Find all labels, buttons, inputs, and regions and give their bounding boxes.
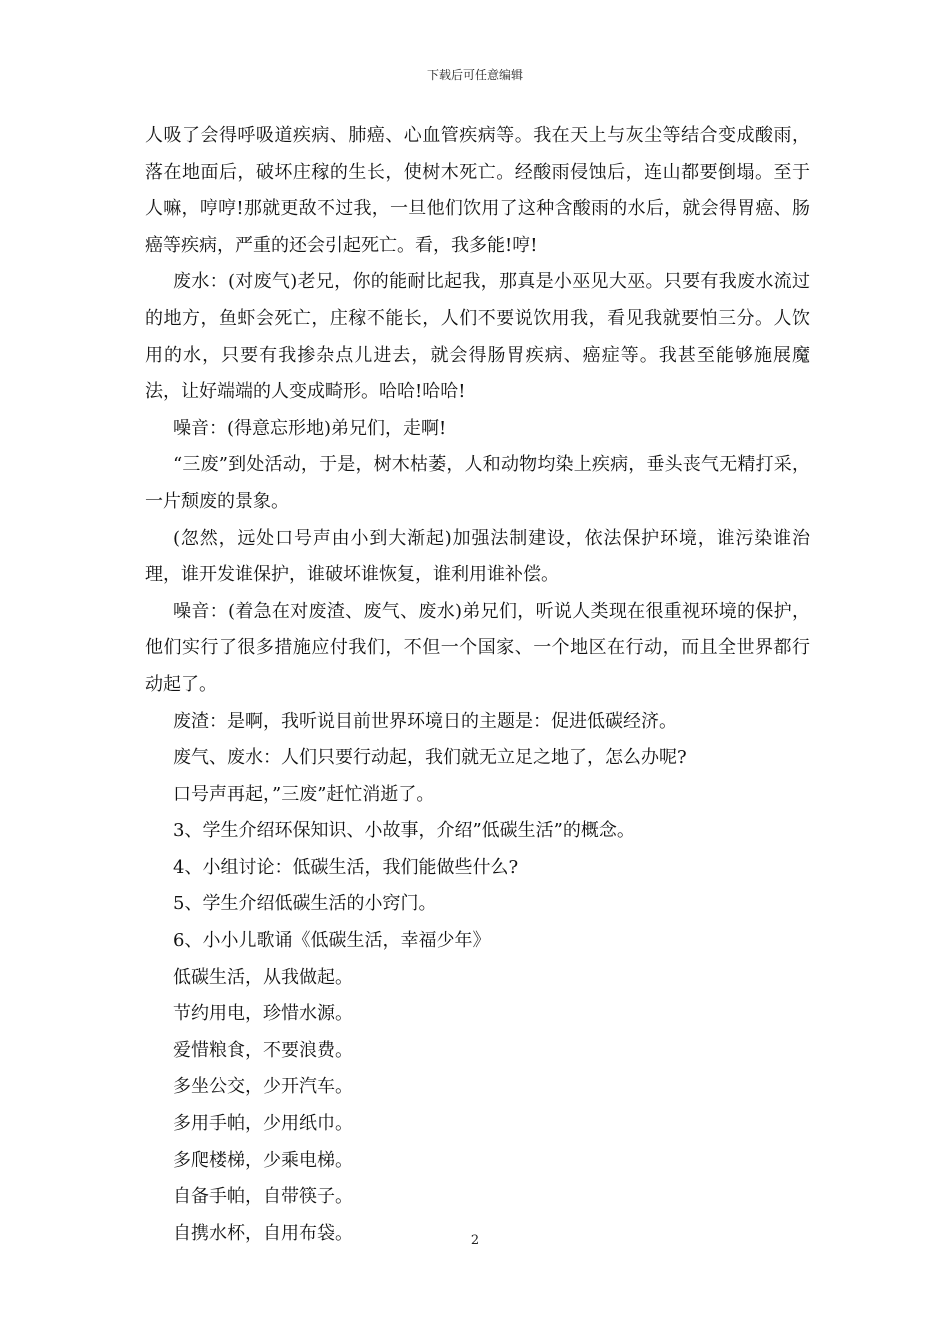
paragraph-2: 废水：(对废气)老兄，你的能耐比起我，那真是小巫见大巫。只要有我废水流过的地方，鱼虾会死亡，庄稼不能长，人们不要说饮用我，看见我就要怕三分。人饮用的水，只要有我掺杂点儿进去，就会得肠胃疾病、癌症等。我甚至能够施展魔法，让好端端的人变成畸形。哈哈!哈哈!	[145, 271, 810, 403]
page-header-note: 下载后可任意编辑	[426, 68, 523, 82]
paragraph-3: 噪音：(得意忘形地)弟兄们，走啊!	[173, 417, 447, 439]
poem-line-2: 节约用电，珍惜水源。	[173, 1003, 353, 1025]
poem-line-4: 多坐公交，少开汽车。	[173, 1076, 353, 1098]
list-item-4: 4、小组讨论：低碳生活，我们能做些什么?	[173, 856, 519, 878]
list-item-5: 5、学生介绍低碳生活的小窍门。	[173, 893, 437, 915]
page-number: 2	[470, 1233, 480, 1248]
poem-line-3: 爱惜粮食，不要浪费。	[173, 1039, 353, 1061]
paragraph-6: 噪音：(着急在对废渣、废气、废水)弟兄们，听说人类现在很重视环境的保护，他们实行了很多措施应付我们，不但一个国家、一个地区在行动，而且全世界都行动起了。	[145, 600, 810, 695]
list-item-3: 3、学生介绍环保知识、小故事，介绍”低碳生活”的概念。	[173, 820, 635, 842]
poem-line-6: 多爬楼梯，少乘电梯。	[173, 1149, 353, 1171]
paragraph-9: 口号声再起，”三废”赶忙消逝了。	[173, 783, 435, 805]
poem-line-5: 多用手帕，少用纸巾。	[173, 1113, 353, 1135]
poem-line-1: 低碳生活，从我做起。	[173, 966, 353, 988]
paragraph-5: (忽然，远处口号声由小到大渐起)加强法制建设，依法保护环境，谁污染谁治理，谁开发谁保护，谁破坏谁恢复，谁利用谁补偿。	[145, 527, 810, 586]
paragraph-8: 废气、废水：人们只要行动起，我们就无立足之地了，怎么办呢?	[173, 747, 687, 769]
poem-line-7: 自备手帕，自带筷子。	[173, 1186, 353, 1208]
paragraph-4: “三废”到处活动，于是，树木枯萎，人和动物均染上疾病，垂头丧气无精打采，一片颓废的景象。	[145, 454, 810, 512]
paragraph-7: 废渣：是啊，我听说目前世界环境日的主题是：促进低碳经济。	[173, 710, 677, 732]
paragraph-1: 人吸了会得呼吸道疾病、肺癌、心血管疾病等。我在天上与灰尘等结合变成酸雨，落在地面后，破坏庄稼的生长，使树木死亡。经酸雨侵蚀后，连山都要倒塌。至于人嘛，哼哼!那就更敌不过我，一旦他们饮用了这种含酸雨的水后，就会得胃癌、肠癌等疾病，严重的还会引起死亡。看，我多能!哼!	[145, 125, 810, 256]
poem-line-8: 自携水杯，自用布袋。	[173, 1222, 353, 1244]
document-body	[145, 118, 810, 1252]
list-item-6: 6、小小儿歌诵《低碳生活，幸福少年》	[173, 930, 491, 952]
